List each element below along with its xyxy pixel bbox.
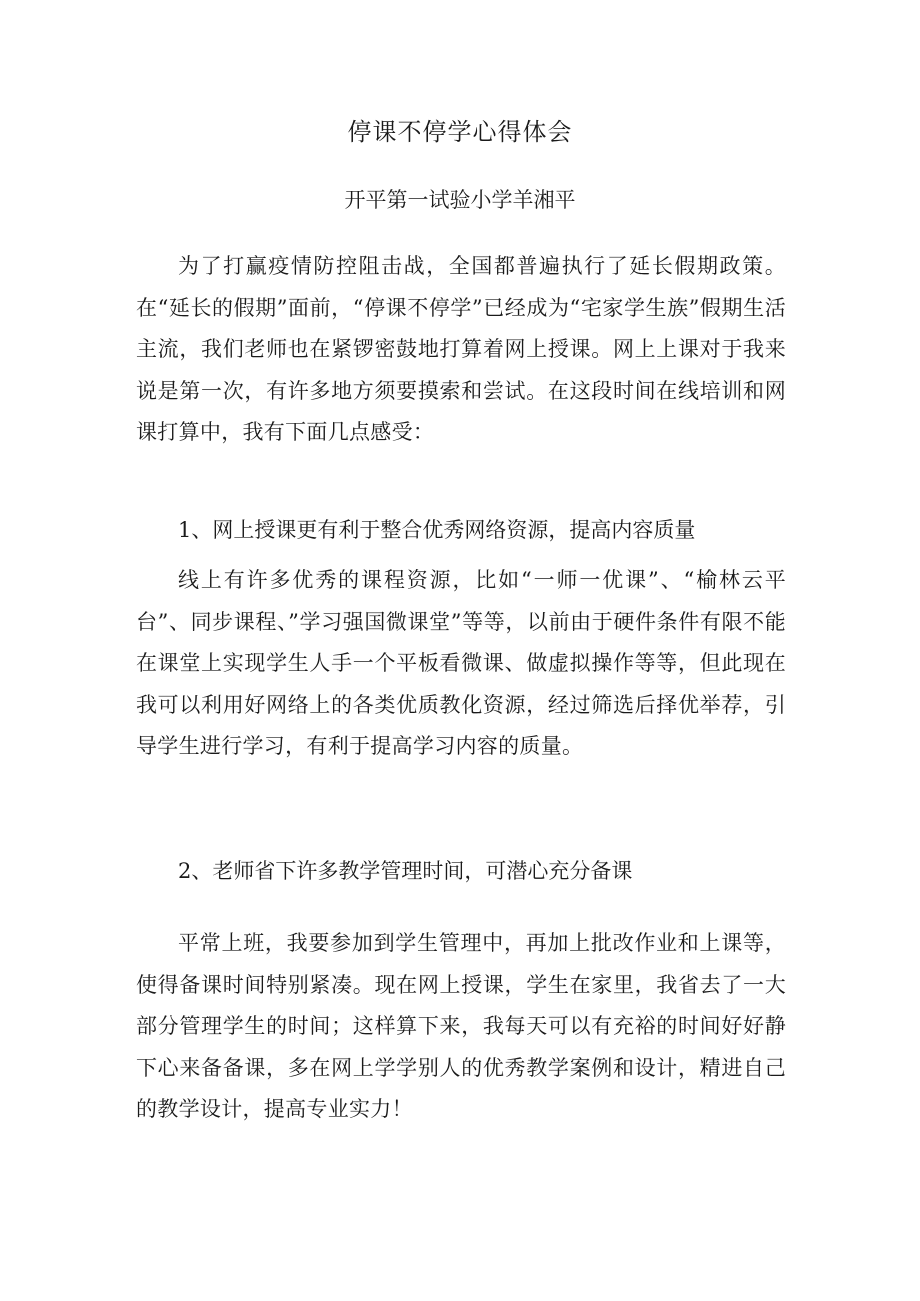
author-line: 开平第一试验小学羊湘平 (344, 188, 576, 212)
page-title: 停课不停学心得体会 (347, 118, 573, 146)
paragraph-intro: 为了打赢疫情防控阻击战，全国都普遍执行了延长假期政策。在“延长的假期”面前，“停课不停学”已经成为“宅家学生族”假期生活主流，我们老师也在紧锣密鼓地打算着网上授课。网上上课对于我来说是第一次，有许多地方须要摸索和尝试。在这段时间在线培训和网课打算中，我有下面几点感受： (136, 254, 786, 444)
paragraph-resources: 线上有许多优秀的课程资源，比如“一师一优课”、“榆林云平台”、同步课程、”学习强国微课堂”等等，以前由于硬件条件有限不能在课堂上实现学生人手一个平板看微课、做虚拟操作等等，但此现在我可以利用好网络上的各类优质教化资源，经过筛选后择优举荐，引导学生进行学习，有利于提高学习内容的质量。 (136, 568, 786, 758)
section-heading-2: 2、老师省下许多教学管理时间，可潜心充分备课 (178, 859, 633, 883)
section-heading-1: 1、网上授课更有利于整合优秀网络资源，提高内容质量 (178, 518, 696, 542)
paragraph-preparation: 平常上班，我要参加到学生管理中，再加上批改作业和上课等，使得备课时间特别紧凑。现在网上授课，学生在家里，我省去了一大部分管理学生的时间；这样算下来，我每天可以有充裕的时间好好静下心来备备课，多在网上学学别人的优秀教学案例和设计，精进自己的教学设计，提高专业实力！ (136, 931, 786, 1121)
